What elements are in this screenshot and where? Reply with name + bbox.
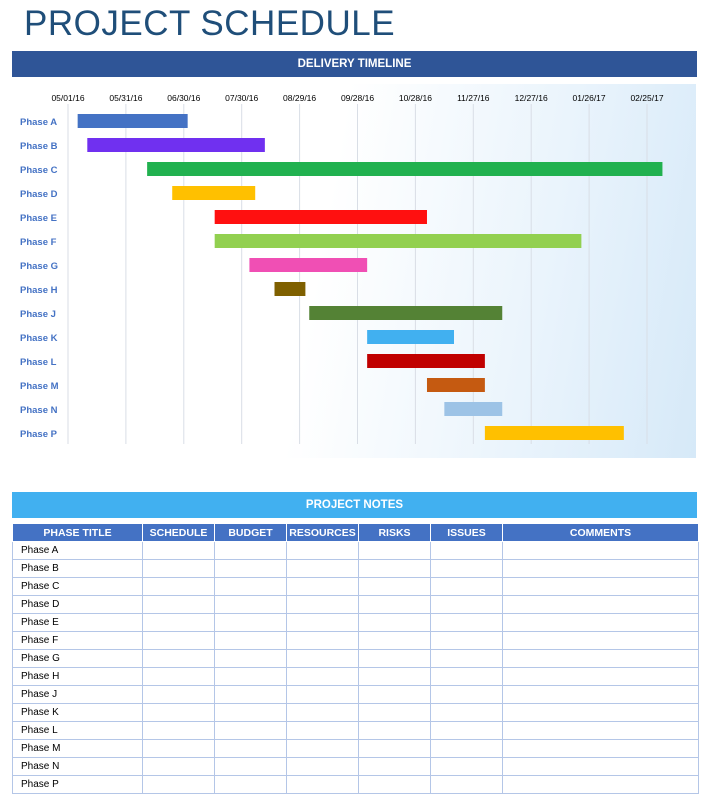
gantt-bar [275,282,306,296]
empty-cell[interactable] [431,578,503,596]
empty-cell[interactable] [359,776,431,794]
phase-label: Phase H [20,285,58,296]
table-row [13,722,699,740]
empty-cell[interactable] [215,704,287,722]
gantt-bar [172,186,255,200]
phase-title-cell: Phase D [13,596,143,614]
phase-label: Phase A [20,117,58,128]
empty-cell[interactable] [287,614,359,632]
empty-cell[interactable] [503,596,699,614]
x-tick-label: 06/30/16 [167,93,201,103]
empty-cell[interactable] [431,686,503,704]
gantt-bar [147,162,662,176]
empty-cell[interactable] [359,632,431,650]
empty-cell[interactable] [431,560,503,578]
empty-cell[interactable] [287,704,359,722]
empty-cell[interactable] [287,668,359,686]
empty-cell[interactable] [215,614,287,632]
phase-label: Phase K [20,333,58,344]
empty-cell[interactable] [143,668,215,686]
empty-cell[interactable] [143,758,215,776]
phase-label: Phase C [20,165,58,176]
empty-cell[interactable] [359,650,431,668]
gantt-bar [215,210,427,224]
empty-cell[interactable] [215,668,287,686]
empty-cell[interactable] [431,596,503,614]
empty-cell[interactable] [143,542,215,560]
x-tick-label: 09/28/16 [340,93,375,103]
empty-cell[interactable] [287,560,359,578]
empty-cell[interactable] [503,740,699,758]
gantt-bar [215,234,582,248]
x-tick-label: 01/26/17 [572,93,606,103]
x-tick-label: 10/28/16 [398,93,432,103]
phase-label: Phase G [20,261,59,272]
empty-cell[interactable] [287,650,359,668]
empty-cell[interactable] [359,578,431,596]
empty-cell[interactable] [431,650,503,668]
empty-cell[interactable] [215,560,287,578]
empty-cell[interactable] [359,614,431,632]
phase-title-cell: Phase H [13,668,143,686]
empty-cell[interactable] [359,740,431,758]
phase-title-cell: Phase N [13,758,143,776]
empty-cell[interactable] [215,740,287,758]
empty-cell[interactable] [287,740,359,758]
empty-cell[interactable] [143,560,215,578]
phase-title-cell: Phase F [13,632,143,650]
empty-cell[interactable] [143,722,215,740]
empty-cell[interactable] [431,740,503,758]
empty-cell[interactable] [215,650,287,668]
phase-title-cell: Phase B [13,560,143,578]
table-row [13,614,699,632]
phase-title-cell: Phase A [13,542,143,560]
empty-cell[interactable] [431,632,503,650]
x-tick-label: 05/01/16 [51,93,85,103]
table-row [13,578,699,596]
empty-cell[interactable] [287,776,359,794]
empty-cell[interactable] [431,776,503,794]
phase-title-cell: Phase K [13,704,143,722]
empty-cell[interactable] [359,560,431,578]
empty-cell[interactable] [431,542,503,560]
x-tick-label: 08/29/16 [283,93,317,103]
x-tick-label: 12/27/16 [514,93,548,103]
empty-cell[interactable] [215,758,287,776]
column-header: PHASE TITLE [13,524,143,542]
empty-cell[interactable] [359,668,431,686]
column-header: RESOURCES [287,524,359,542]
empty-cell[interactable] [431,668,503,686]
table-row [13,776,699,794]
table-row [13,560,699,578]
empty-cell[interactable] [287,758,359,776]
phase-title-cell: Phase M [13,740,143,758]
table-row [13,740,699,758]
empty-cell[interactable] [503,560,699,578]
gantt-bar [309,306,502,320]
x-tick-label: 07/30/16 [225,93,259,103]
empty-cell[interactable] [143,614,215,632]
column-header: BUDGET [215,524,287,542]
empty-cell[interactable] [431,704,503,722]
phase-label: Phase E [20,213,57,224]
empty-cell[interactable] [215,722,287,740]
empty-cell[interactable] [503,650,699,668]
table-row [13,686,699,704]
table-row [13,650,699,668]
x-tick-label: 05/31/16 [109,93,143,103]
delivery-timeline-header: DELIVERY TIMELINE [12,51,697,77]
empty-cell[interactable] [503,758,699,776]
gantt-bar [367,330,454,344]
phase-title-cell: Phase G [13,650,143,668]
empty-cell[interactable] [287,632,359,650]
empty-cell[interactable] [143,650,215,668]
empty-cell[interactable] [503,686,699,704]
empty-cell[interactable] [215,542,287,560]
column-header: SCHEDULE [143,524,215,542]
x-tick-label: 02/25/17 [630,93,664,103]
gantt-bar [78,114,188,128]
empty-cell[interactable] [503,578,699,596]
empty-cell[interactable] [143,596,215,614]
phase-title-cell: Phase C [13,578,143,596]
phase-label: Phase F [20,237,57,248]
project-notes-header: PROJECT NOTES [12,492,697,518]
gantt-bar [427,378,485,392]
empty-cell[interactable] [143,704,215,722]
empty-cell[interactable] [359,542,431,560]
empty-cell[interactable] [431,614,503,632]
table-row [13,668,699,686]
empty-cell[interactable] [359,758,431,776]
empty-cell[interactable] [287,722,359,740]
gantt-chart [12,84,696,458]
phase-label: Phase L [20,357,57,368]
column-header: ISSUES [431,524,503,542]
phase-label: Phase N [20,405,58,416]
table-row [13,632,699,650]
phase-label: Phase D [20,189,58,200]
empty-cell[interactable] [359,596,431,614]
table-row [13,758,699,776]
column-header: COMMENTS [503,524,699,542]
phase-label: Phase M [20,381,59,392]
phase-label: Phase J [20,309,56,320]
table-row [13,542,699,560]
empty-cell[interactable] [215,776,287,794]
empty-cell[interactable] [287,596,359,614]
empty-cell[interactable] [503,704,699,722]
empty-cell[interactable] [143,686,215,704]
empty-cell[interactable] [143,776,215,794]
empty-cell[interactable] [287,542,359,560]
empty-cell[interactable] [503,614,699,632]
x-tick-label: 11/27/16 [457,93,490,103]
page-title: PROJECT SCHEDULE [24,4,396,43]
gantt-bar [87,138,265,152]
empty-cell[interactable] [215,596,287,614]
empty-cell[interactable] [287,578,359,596]
project-notes-table [12,523,699,794]
table-row [13,596,699,614]
empty-cell[interactable] [431,758,503,776]
empty-cell[interactable] [503,776,699,794]
empty-cell[interactable] [359,722,431,740]
empty-cell[interactable] [359,686,431,704]
empty-cell[interactable] [215,578,287,596]
empty-cell[interactable] [215,686,287,704]
empty-cell[interactable] [287,686,359,704]
empty-cell[interactable] [503,542,699,560]
empty-cell[interactable] [503,722,699,740]
phase-title-cell: Phase L [13,722,143,740]
phase-label: Phase B [20,141,58,152]
gantt-bar [249,258,367,272]
gantt-bar [485,426,624,440]
phase-title-cell: Phase P [13,776,143,794]
gantt-bar [367,354,485,368]
empty-cell[interactable] [359,704,431,722]
empty-cell[interactable] [143,632,215,650]
table-row [13,704,699,722]
column-header: RISKS [359,524,431,542]
empty-cell[interactable] [431,722,503,740]
empty-cell[interactable] [143,740,215,758]
empty-cell[interactable] [143,578,215,596]
empty-cell[interactable] [215,632,287,650]
empty-cell[interactable] [503,668,699,686]
table-header-row [13,524,699,542]
phase-title-cell: Phase E [13,614,143,632]
empty-cell[interactable] [503,632,699,650]
phase-title-cell: Phase J [13,686,143,704]
gantt-bar [444,402,502,416]
phase-label: Phase P [20,429,57,440]
